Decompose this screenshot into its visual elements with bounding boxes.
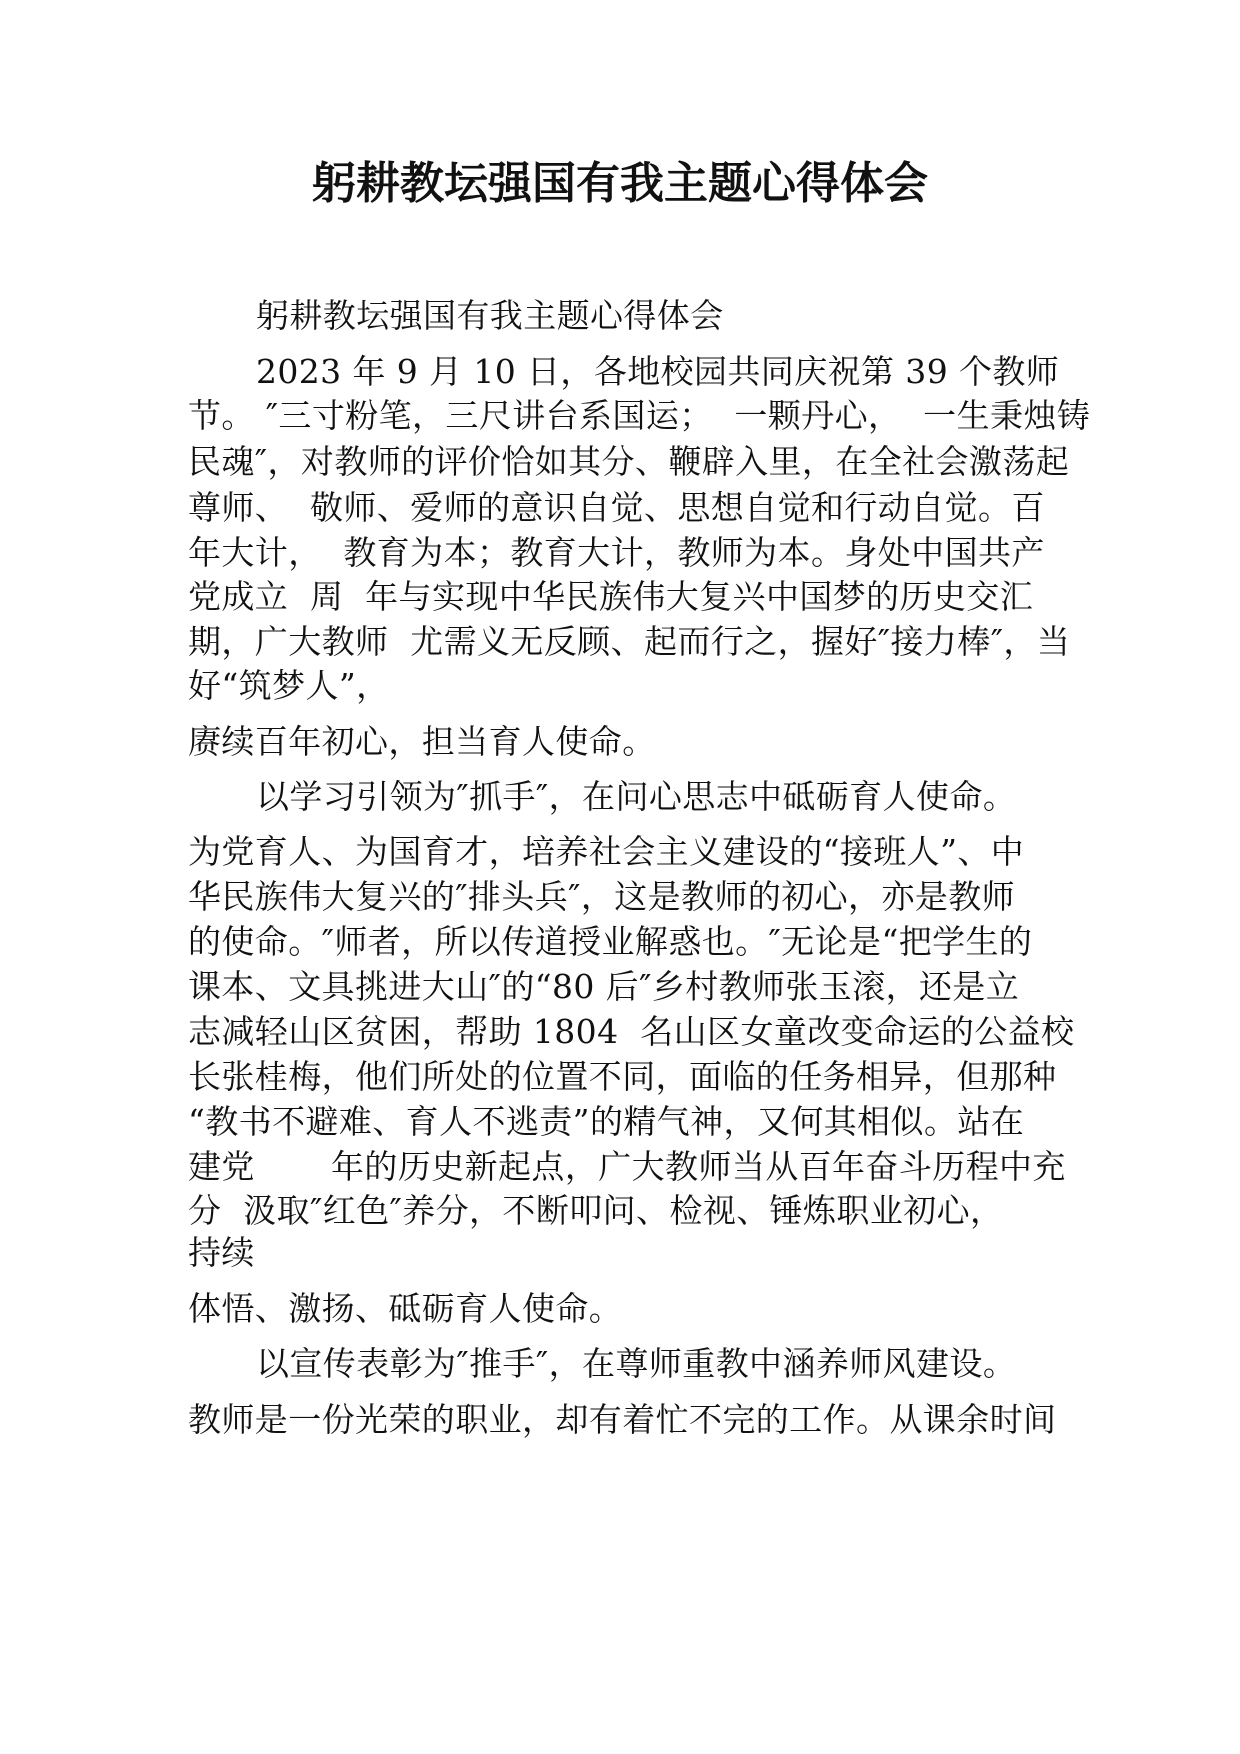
text-line: 建党 年的历史新起点，广大教师当从百年奋斗历程中充: [188, 1147, 1066, 1186]
text-line: 尊师、 敬师、爱师的意识自觉、思想自觉和行动自觉。百: [188, 488, 1045, 527]
section-heading: 以学习引领为″抓手″，在问心思志中砥砺育人使命。: [256, 777, 1017, 816]
text-line: 持续: [188, 1233, 255, 1272]
text-line: 民魂″，对教师的评价恰如其分、鞭辟入里，在全社会激荡起: [188, 442, 1070, 481]
text-line: 好“筑梦人”，: [188, 666, 390, 705]
text-line: 体悟、激扬、砥砺育人使命。: [188, 1289, 623, 1328]
text-line: 长张桂梅，他们所处的位置不同，面临的任务相异，但那种: [188, 1057, 1057, 1096]
text-line: 年大计， 教育为本；教育大计，教师为本。身处中国共产: [188, 533, 1045, 572]
document-title: 躬耕教坛强国有我主题心得体会: [312, 158, 928, 209]
text-line: 赓续百年初心，担当育人使命。: [188, 722, 656, 761]
text-line: 2023 年 9 月 10 日，各地校园共同庆祝第 39 个教师: [256, 352, 1060, 391]
text-line: 躬耕教坛强国有我主题心得体会: [256, 296, 724, 335]
text-line: 志减轻山区贫困，帮助 1804 名山区女童改变命运的公益校: [188, 1012, 1075, 1051]
section-heading: 以宣传表彰为″推手″，在尊师重教中涵养师风建设。: [256, 1344, 1017, 1383]
text-line: 分 汲取″红色″养分，不断叩问、检视、锤炼职业初心，: [188, 1191, 1004, 1230]
text-line: 课本、文具挑进大山″的“80 后″乡村教师张玉滚，还是立: [188, 967, 1020, 1006]
text-line: 期，广大教师 尤需义无反顾、起而行之，握好″接力棒″，当: [188, 622, 1071, 661]
text-line: 党成立 周 年与实现中华民族伟大复兴中国梦的历史交汇: [188, 577, 1034, 616]
text-line: 节。 ″三寸粉笔，三尺讲台系国运； 一颗丹心， 一生秉烛铸: [188, 396, 1091, 435]
text-line: 教师是一份光荣的职业，却有着忙不完的工作。从课余时间: [188, 1400, 1057, 1439]
text-line: 为党育人、为国育才，培养社会主义建设的“接班人”、中: [188, 832, 1025, 871]
text-line: 的使命。″师者，所以传道授业解惑也。″无论是“把学生的: [188, 922, 1033, 961]
text-line: “教书不避难、育人不逃责”的精气神，又何其相似。站在: [188, 1102, 1025, 1141]
text-line: 华民族伟大复兴的″排头兵″，这是教师的初心，亦是教师: [188, 877, 1016, 916]
